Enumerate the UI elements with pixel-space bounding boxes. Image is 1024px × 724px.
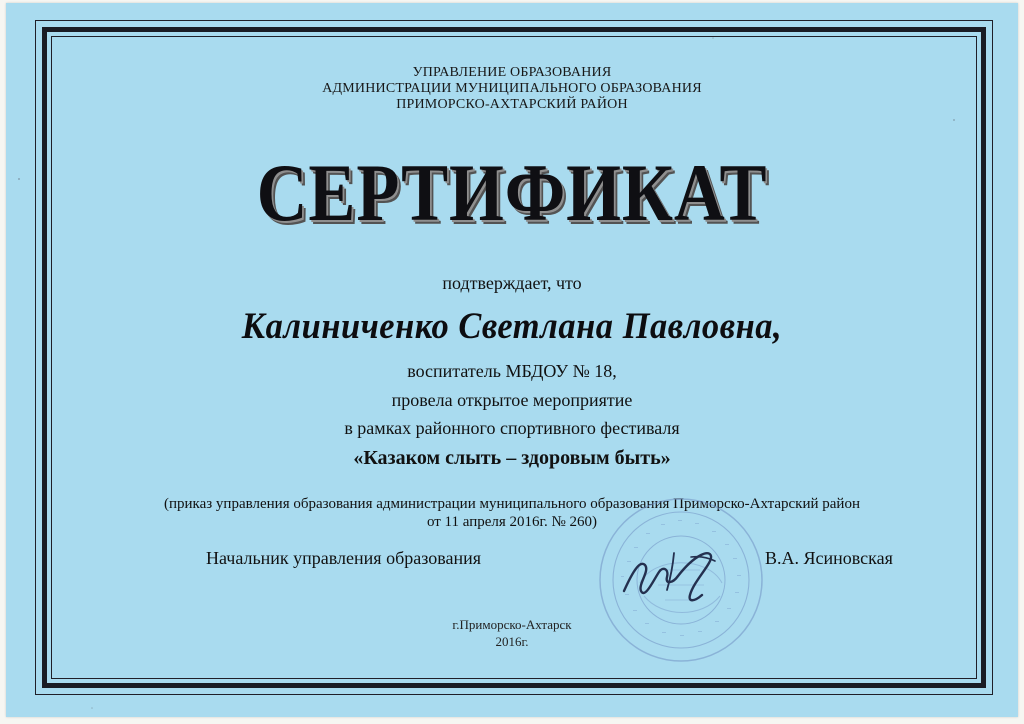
recipient-position: воспитатель МБДОУ № 18, xyxy=(407,361,617,381)
recipient-name: Калиниченко Светлана Павловна, xyxy=(241,306,783,347)
order-reference-line-1: (приказ управления образования администрации муниципального образования Приморско-Ахтарский район xyxy=(163,496,860,512)
inner-frame-line xyxy=(51,36,977,679)
confirmation-text: подтверждает, что xyxy=(442,273,582,293)
certificate-title: СЕРТИФИКАТ xyxy=(256,147,768,238)
issue-year: 2016г. xyxy=(495,634,529,649)
issuer-header-line-3: ПРИМОРСКО-АХТАРСКИЙ РАЙОН xyxy=(396,97,628,112)
signer-name: В.А. Ясиновская xyxy=(765,548,893,568)
festival-title: «Казаком слыть – здоровым быть» xyxy=(353,447,671,469)
issue-place: г.Приморско-Ахтарск xyxy=(452,617,572,632)
achievement-text: провела открытое мероприятие xyxy=(391,390,633,410)
certificate-sheet xyxy=(6,3,1018,717)
festival-context-text: в рамках районного спортивного фестиваля xyxy=(344,418,680,438)
issuer-header-line-1: УПРАВЛЕНИЕ ОБРАЗОВАНИЯ xyxy=(412,65,612,80)
order-reference-line-2: от 11 апреля 2016г. № 260) xyxy=(426,514,598,530)
signer-position: Начальник управления образования xyxy=(206,548,482,568)
issuer-header-line-2: АДМИНИСТРАЦИИ МУНИЦИПАЛЬНОГО ОБРАЗОВАНИЯ xyxy=(322,81,702,96)
